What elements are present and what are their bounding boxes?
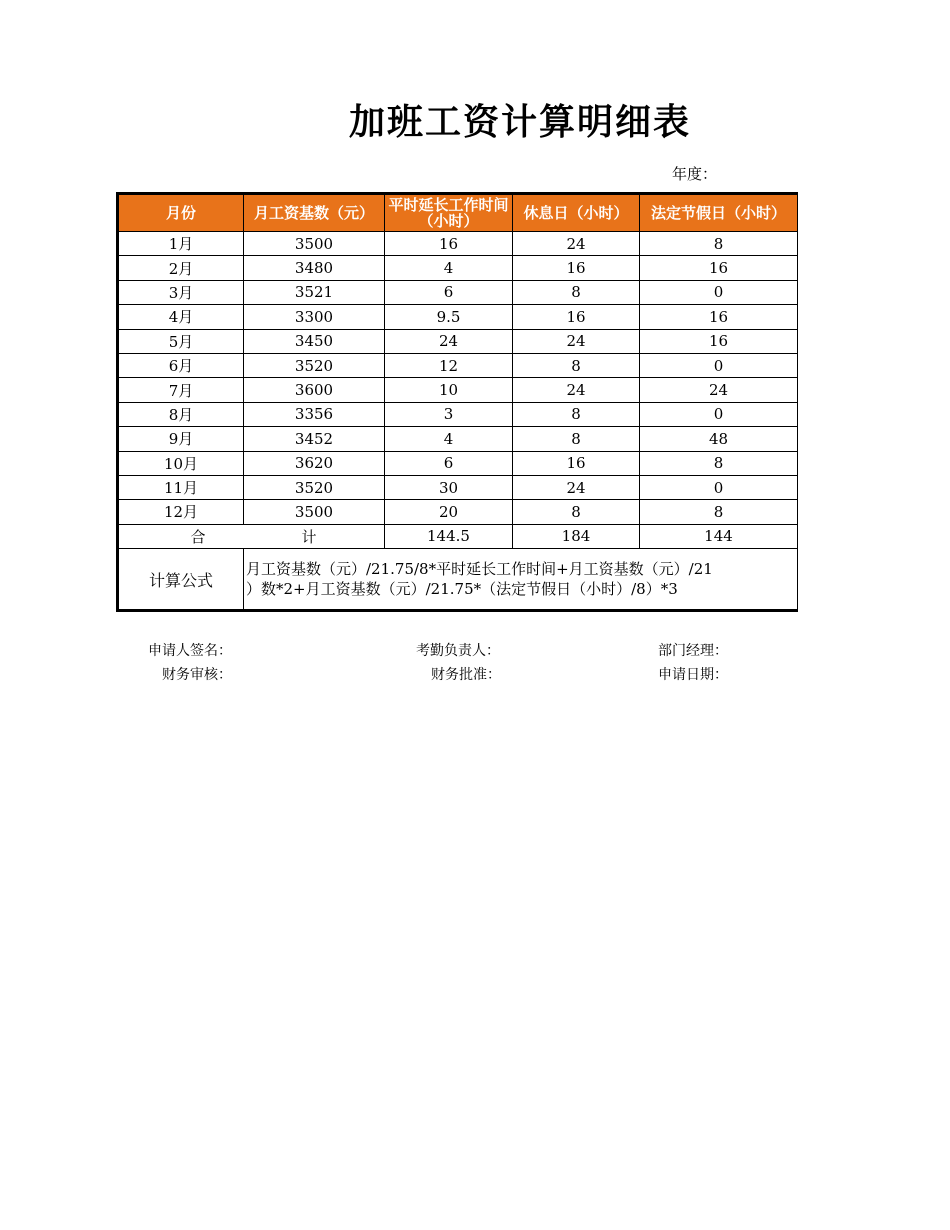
cell-month: 6月: [118, 353, 244, 377]
cell-base-salary: 3520: [244, 353, 385, 377]
cell-base-salary: 3500: [244, 500, 385, 524]
cell-rest-day: 8: [513, 500, 640, 524]
cell-base-salary: 3620: [244, 451, 385, 475]
table-row: [118, 500, 798, 524]
finance-review-label: 财务审核：: [162, 667, 232, 683]
cell-holiday: 0: [640, 475, 798, 499]
cell-rest-day: 24: [513, 475, 640, 499]
cell-weekday-overtime: 10: [385, 378, 513, 402]
table-row: [118, 232, 798, 256]
cell-holiday: 16: [640, 256, 798, 280]
total-row: [118, 524, 798, 548]
cell-holiday: 0: [640, 353, 798, 377]
header-rest-day: 休息日（小时）: [513, 194, 640, 232]
header-base-salary: 月工资基数（元）: [244, 194, 385, 232]
cell-weekday-overtime: 20: [385, 500, 513, 524]
table-row: [118, 305, 798, 329]
finance-approve-label: 财务批准：: [431, 667, 501, 683]
cell-rest-day: 24: [513, 232, 640, 256]
cell-month: 11月: [118, 475, 244, 499]
table-row: [118, 451, 798, 475]
cell-holiday: 0: [640, 280, 798, 304]
cell-holiday: 8: [640, 451, 798, 475]
cell-holiday: 8: [640, 500, 798, 524]
cell-rest-day: 24: [513, 329, 640, 353]
cell-holiday: 8: [640, 232, 798, 256]
cell-holiday: 16: [640, 305, 798, 329]
cell-month: 8月: [118, 402, 244, 426]
cell-weekday-overtime: 30: [385, 475, 513, 499]
cell-weekday-overtime: 12: [385, 353, 513, 377]
attendance-signature-label: 考勤负责人：: [416, 643, 500, 659]
cell-rest-day: 16: [513, 305, 640, 329]
table-row: [118, 329, 798, 353]
cell-month: 12月: [118, 500, 244, 524]
cell-rest-day: 24: [513, 378, 640, 402]
table-row: [118, 402, 798, 426]
cell-rest-day: 8: [513, 427, 640, 451]
cell-base-salary: 3452: [244, 427, 385, 451]
cell-weekday-overtime: 6: [385, 280, 513, 304]
header-holiday: 法定节假日（小时）: [640, 194, 798, 232]
apply-date-label: 申请日期：: [658, 667, 728, 683]
formula-line-1: 月工资基数（元）/21.75/8*平时延长工作时间+月工资基数（元）/21: [246, 560, 713, 579]
year-label: 年度：: [672, 165, 718, 183]
table-row: [118, 378, 798, 402]
cell-month: 5月: [118, 329, 244, 353]
table-row: [118, 353, 798, 377]
cell-base-salary: 3300: [244, 305, 385, 329]
cell-holiday: 24: [640, 378, 798, 402]
table-row: [118, 280, 798, 304]
overtime-table-viewport: [116, 192, 786, 612]
cell-weekday-overtime: 4: [385, 427, 513, 451]
table-row: [118, 427, 798, 451]
cell-month: 1月: [118, 232, 244, 256]
manager-signature-label: 部门经理：: [658, 643, 728, 659]
cell-holiday: 48: [640, 427, 798, 451]
total-label-b: 计: [244, 524, 385, 548]
cell-base-salary: 3480: [244, 256, 385, 280]
cell-rest-day: 8: [513, 280, 640, 304]
cell-rest-day: 16: [513, 451, 640, 475]
cell-weekday-overtime: 4: [385, 256, 513, 280]
cell-month: 10月: [118, 451, 244, 475]
total-weekday-overtime: 144.5: [385, 524, 513, 548]
cell-month: 7月: [118, 378, 244, 402]
table-row: [118, 256, 798, 280]
cell-base-salary: 3521: [244, 280, 385, 304]
cell-weekday-overtime: 3: [385, 402, 513, 426]
header-weekday-overtime: 平时延长工作时间（小时）: [385, 194, 513, 232]
cell-rest-day: 8: [513, 402, 640, 426]
cell-weekday-overtime: 16: [385, 232, 513, 256]
cell-base-salary: 3450: [244, 329, 385, 353]
cell-base-salary: 3600: [244, 378, 385, 402]
cell-holiday: 0: [640, 402, 798, 426]
cell-weekday-overtime: 9.5: [385, 305, 513, 329]
formula-label: 计算公式: [118, 549, 244, 611]
cell-weekday-overtime: 6: [385, 451, 513, 475]
page-title: 加班工资计算明细表: [348, 101, 691, 143]
cell-rest-day: 8: [513, 353, 640, 377]
total-rest-day: 184: [513, 524, 640, 548]
formula-line-2: ）数*2+月工资基数（元）/21.75*（法定节假日（小时）/8）*3: [246, 580, 678, 599]
cell-weekday-overtime: 24: [385, 329, 513, 353]
total-label-a: 合: [118, 524, 244, 548]
cell-base-salary: 3520: [244, 475, 385, 499]
cell-month: 3月: [118, 280, 244, 304]
formula-text: [244, 549, 798, 611]
cell-base-salary: 3356: [244, 402, 385, 426]
cell-rest-day: 16: [513, 256, 640, 280]
formula-row: [118, 549, 798, 611]
table-row: [118, 475, 798, 499]
cell-month: 9月: [118, 427, 244, 451]
applicant-signature-label: 申请人签名：: [148, 643, 232, 659]
cell-month: 2月: [118, 256, 244, 280]
table-header-row: [118, 194, 798, 232]
header-month: 月份: [118, 194, 244, 232]
total-holiday: 144: [640, 524, 798, 548]
cell-base-salary: 3500: [244, 232, 385, 256]
cell-month: 4月: [118, 305, 244, 329]
cell-holiday: 16: [640, 329, 798, 353]
overtime-table: [116, 192, 798, 612]
